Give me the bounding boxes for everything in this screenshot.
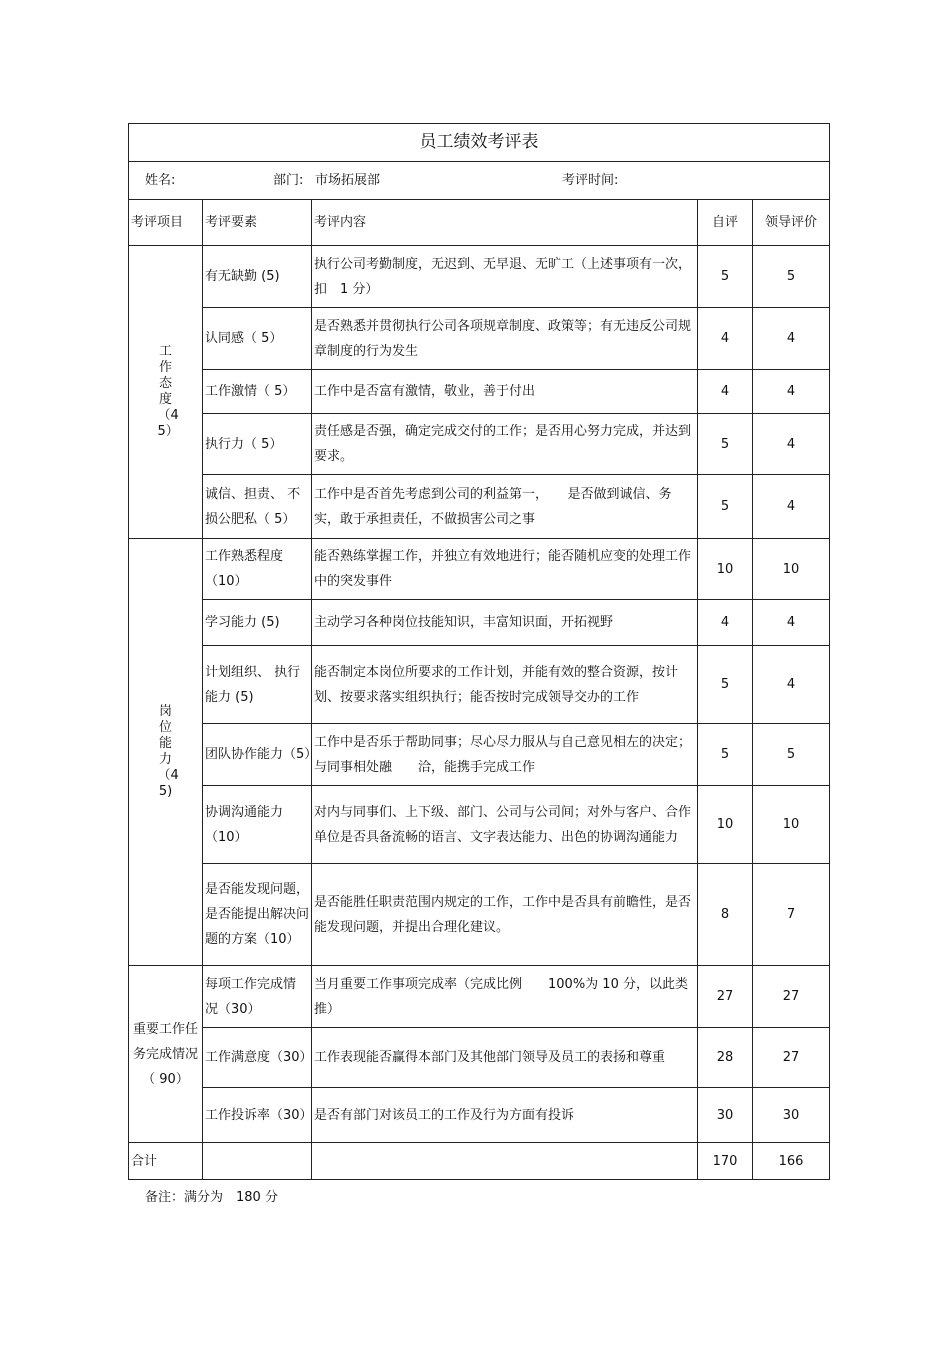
header-element: 考评要素 [203, 200, 312, 246]
table-row [129, 646, 830, 724]
content-cell: 对内与同事们、上下级、部门、公司与公司间；对外与客户、合作单位是否具备流畅的语言、文字表达能力、出色的协调沟通能力 [312, 786, 698, 864]
content-cell: 是否熟悉并贯彻执行公司各项规章制度、政策等；有无违反公司规章制度的行为发生 [312, 308, 698, 370]
self-score: 5 [698, 724, 753, 786]
self-score: 4 [698, 308, 753, 370]
table-row [129, 786, 830, 864]
content-cell: 是否能胜任职责范围内规定的工作，工作中是否具有前瞻性，是否能发现问题，并提出合理化建议。 [312, 864, 698, 966]
leader-score: 4 [753, 646, 830, 724]
element-cell: 工作满意度（30） [203, 1028, 312, 1088]
element-cell: 工作激情（ 5） [203, 370, 312, 414]
leader-score: 4 [753, 600, 830, 646]
content-cell: 工作中是否乐于帮助同事；尽心尽力服从与自己意见相左的决定；与同事相处融 洽，能携手完成工作 [312, 724, 698, 786]
content-cell: 工作表现能否赢得本部门及其他部门领导及员工的表扬和尊重 [312, 1028, 698, 1088]
table-row [129, 724, 830, 786]
info-row [129, 162, 830, 200]
element-cell: 是否能发现问题，是否能提出解决问题的方案（10） [203, 864, 312, 966]
element-cell: 执行力（ 5） [203, 414, 312, 475]
leader-score: 27 [753, 1028, 830, 1088]
time-label: 考评时间: [562, 173, 619, 188]
header-leader: 领导评价 [753, 200, 830, 246]
header-self: 自评 [698, 200, 753, 246]
content-cell: 主动学习各种岗位技能知识，丰富知识面，开拓视野 [312, 600, 698, 646]
table-row [129, 966, 830, 1028]
self-score: 10 [698, 786, 753, 864]
element-cell: 认同感（ 5） [203, 308, 312, 370]
leader-score: 4 [753, 370, 830, 414]
category-attitude: 工作态度（45） [129, 246, 203, 539]
leader-score: 4 [753, 308, 830, 370]
dept-label: 部门: [273, 173, 304, 188]
header-content: 考评内容 [312, 200, 698, 246]
leader-score: 10 [753, 539, 830, 600]
element-cell: 工作熟悉程度（10） [203, 539, 312, 600]
table-row [129, 308, 830, 370]
self-score: 30 [698, 1088, 753, 1143]
element-cell: 计划组织、 执行能力 (5) [203, 646, 312, 724]
table-row [129, 414, 830, 475]
category-ability: 岗位能力（45) [129, 539, 203, 966]
table-row [129, 475, 830, 539]
self-score: 4 [698, 600, 753, 646]
content-cell: 当月重要工作事项完成率（完成比例 100%为 10 分，以此类推） [312, 966, 698, 1028]
self-score: 10 [698, 539, 753, 600]
content-cell: 能否制定本岗位所要求的工作计划，并能有效的整合资源，按计划、按要求落实组织执行；能否按时完成领导交办的工作 [312, 646, 698, 724]
header-item: 考评项目 [129, 200, 203, 246]
leader-score: 30 [753, 1088, 830, 1143]
leader-score: 27 [753, 966, 830, 1028]
total-leader: 166 [753, 1143, 830, 1180]
content-cell: 执行公司考勤制度，无迟到、无早退、无旷工（上述事项有一次，扣 1 分） [312, 246, 698, 308]
self-score: 28 [698, 1028, 753, 1088]
self-score: 4 [698, 370, 753, 414]
leader-score: 10 [753, 786, 830, 864]
table-row [129, 600, 830, 646]
empty-cell [203, 1143, 312, 1180]
self-score: 5 [698, 414, 753, 475]
table-title: 员工绩效考评表 [129, 124, 830, 162]
self-score: 5 [698, 646, 753, 724]
content-cell: 责任感是否强，确定完成交付的工作；是否用心努力完成，并达到要求。 [312, 414, 698, 475]
header-row [129, 200, 830, 246]
total-self: 170 [698, 1143, 753, 1180]
element-cell: 团队协作能力（5） [203, 724, 312, 786]
self-score: 27 [698, 966, 753, 1028]
leader-score: 7 [753, 864, 830, 966]
empty-cell [312, 1143, 698, 1180]
table-row [129, 1088, 830, 1143]
evaluation-sheet [128, 123, 829, 1180]
content-cell: 工作中是否富有激情，敬业，善于付出 [312, 370, 698, 414]
leader-score: 5 [753, 246, 830, 308]
self-score: 5 [698, 246, 753, 308]
table-row [129, 539, 830, 600]
leader-score: 5 [753, 724, 830, 786]
content-cell: 工作中是否首先考虑到公司的利益第一， 是否做到诚信、务实，敢于承担责任，不做损害公司之事 [312, 475, 698, 539]
element-cell: 学习能力 (5) [203, 600, 312, 646]
leader-score: 4 [753, 475, 830, 539]
total-row [129, 1143, 830, 1180]
content-cell: 是否有部门对该员工的工作及行为方面有投诉 [312, 1088, 698, 1143]
category-tasks: 重要工作任务完成情况（ 90） [129, 966, 203, 1143]
self-score: 5 [698, 475, 753, 539]
remark-note: 备注：满分为 180 分 [145, 1190, 278, 1205]
element-cell: 工作投诉率（30） [203, 1088, 312, 1143]
self-score: 8 [698, 864, 753, 966]
table-row [129, 1028, 830, 1088]
total-label: 合计 [129, 1143, 203, 1180]
element-cell: 每项工作完成情 况（30） [203, 966, 312, 1028]
evaluation-table [128, 123, 830, 1180]
element-cell: 诚信、担责、 不损公肥私（ 5） [203, 475, 312, 539]
leader-score: 4 [753, 414, 830, 475]
element-cell: 协调沟通能力（10） [203, 786, 312, 864]
table-row [129, 246, 830, 308]
table-row [129, 370, 830, 414]
table-row [129, 864, 830, 966]
dept-value: 市场拓展部 [315, 173, 381, 188]
content-cell: 能否熟练掌握工作，并独立有效地进行；能否随机应变的处理工作中的突发事件 [312, 539, 698, 600]
element-cell: 有无缺勤 (5) [203, 246, 312, 308]
name-label: 姓名: [145, 173, 176, 188]
